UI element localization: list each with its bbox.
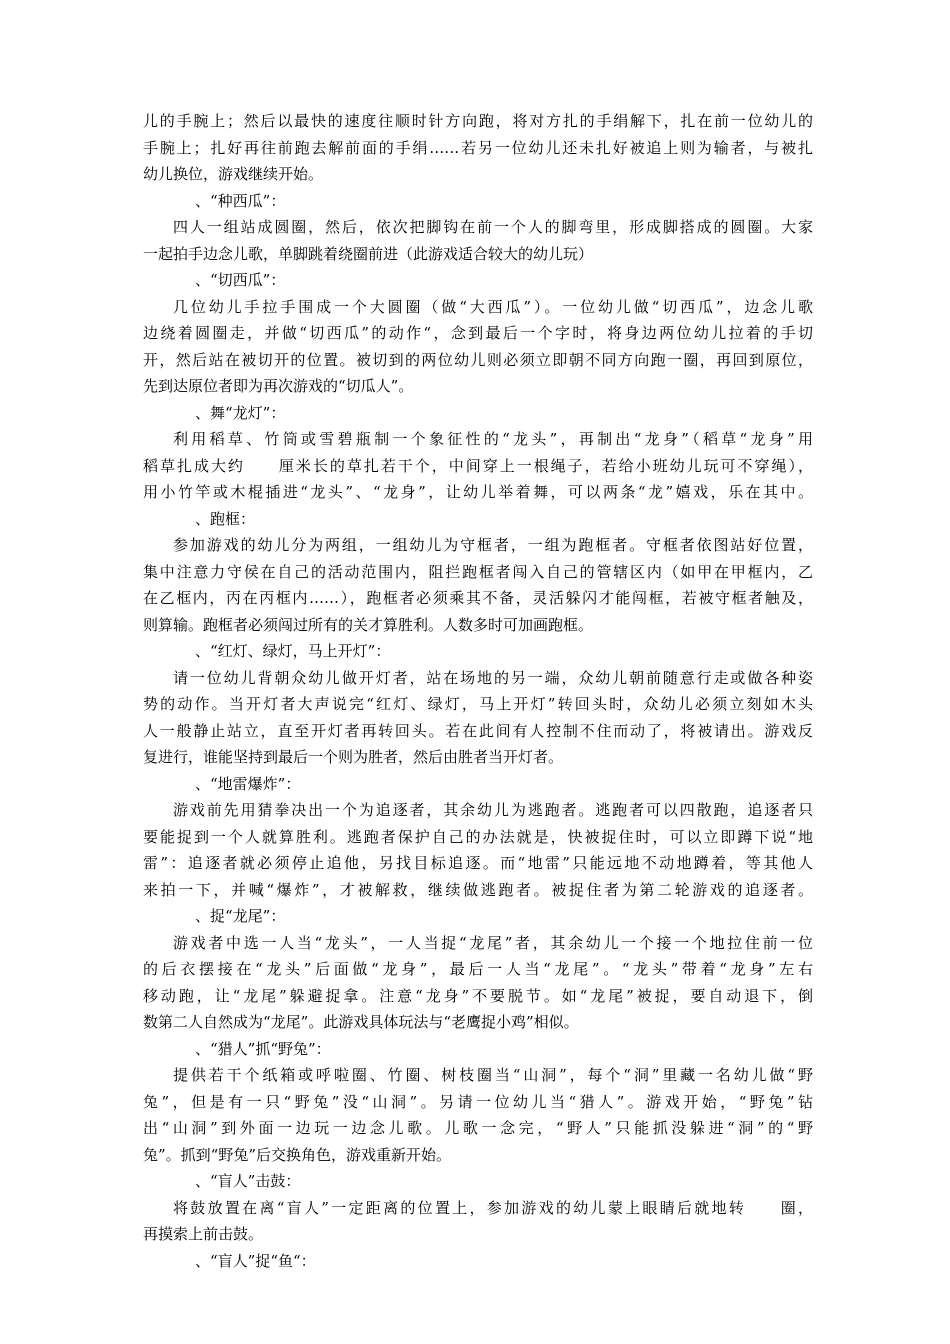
paragraph-line: 势的动作。当开灯者大声说完“红灯、绿灯，马上开灯”转回头时，众幼儿必须立刻如木头 [143,695,813,713]
section-heading: 、跑框： [195,509,256,528]
paragraph-last-line: 则算输。跑框者必须闯过所有的关才算胜利。人数多时可加画跑框。 [143,615,594,634]
paragraph-last-line: 再摸索上前击鼓。 [143,1225,264,1243]
paragraph-first-line: 将鼓放置在离“盲人”一定距离的位置上，参加游戏的幼儿蒙上眼睛后就地转 圈， [173,1198,813,1217]
paragraph-line: 雷”：追逐者就必须停止追他，另找目标追逐。而“地雷”只能远地不动地蹲着，等其他人 [143,854,813,872]
paragraph-line: 手腕上；扎好再往前跑去解前面的手绢……若另一位幼儿还未扎好被追上则为输者，与被扎 [143,138,813,157]
paragraph-line: 来拍一下，并喊“爆炸”，才被解救，继续做逃跑者。被捉住者为第二轮游戏的追逐者。 [143,880,813,899]
paragraph-last-line: 幼儿换位，游戏继续开始。 [143,165,324,183]
paragraph-line: 集中注意力守侯在自己的活动范围内，阻拦跑框者闯入自己的管辖区内（如甲在甲框内，乙 [143,562,813,581]
paragraph-first-line: 提供若干个纸箱或呼啦圈、竹圈、树枝圈当“山洞”，每个“洞”里藏一名幼儿做“野 [173,1066,813,1084]
section-heading: 、“猎人”抓“野兔”： [195,1039,331,1058]
paragraph-first-line: 几位幼儿手拉手围成一个大圆圈（做“大西瓜”）。一位幼儿做“切西瓜”，边念儿歌 [173,297,813,316]
section-heading: 、“切西瓜”： [195,271,286,289]
paragraph-line: 要能捉到一个人就算胜利。逃跑者保护自己的办法就是，快被捉住时，可以立即蹲下说“地 [143,827,813,846]
paragraph-line: 用小竹竿或木棍插进“龙头”、“龙身”，让幼儿举着舞，可以两条“龙”嬉戏，乐在其中。 [143,483,813,501]
paragraph-first-line: 游戏前先用猜拳决出一个为追逐者，其余幼儿为逃跑者。逃跑者可以四散跑，追逐者只 [173,801,813,819]
section-heading: 、“盲人”击鼓： [195,1172,301,1190]
paragraph-line: 人一般静止站立，直至开灯者再转回头。若在此间有人控制不住而动了，将被请出。游戏反 [143,721,813,740]
section-heading: 、“盲人”捉“鱼“： [195,1251,316,1270]
paragraph-line: 儿的手腕上；然后以最快的速度往顺时针方向跑，将对方扎的手绢解下，扎在前一位幼儿的 [143,112,813,130]
section-heading: 、“红灯、绿灯，马上开灯”： [195,642,391,660]
paragraph-line: 稻草扎成大约 厘米长的草扎若干个，中间穿上一根绳子，若给小班幼儿玩可不穿绳）， [143,456,813,475]
paragraph-line: 移动跑，让“龙尾”躲避捉拿。注意“龙身”不要脱节。如“龙尾”被捉，要自动退下，倒 [143,986,813,1005]
paragraph-last-line: 先到达原位者即为再次游戏的“切瓜人”。 [143,377,414,395]
paragraph-line: 出“山洞”到外面一边玩一边念儿歌。儿歌一念完，“野人”只能抓没躲进“洞”的“野 [143,1119,813,1137]
paragraph-first-line: 参加游戏的幼儿分为两组，一组幼儿为守框者，一组为跑框者。守框者依图站好位置， [173,536,813,554]
paragraph-last-line: 一起拍手边念儿歌，单脚跳着绕圈前进（此游戏适合较大的幼儿玩） [143,244,594,263]
section-heading: 、捉“龙尾”： [195,907,286,925]
paragraph-last-line: 数第二人自然成为“龙尾”。此游戏具体玩法与“老鹰捉小鸡”相似。 [143,1013,579,1031]
paragraph-line: 开，然后站在被切开的位置。被切到的两位幼儿则必须立即朝不同方向跑一圈，再回到原位， [143,350,813,369]
section-heading: 、舞“龙灯”： [195,403,286,422]
paragraph-line: 兔”，但是有一只“野兔”没“山洞”。另请一位幼儿当“猎人”。游戏开始，“野兔”钻 [143,1092,813,1111]
document-page [143,108,813,1274]
paragraph-last-line: 兔”。抓到“野兔”后交换角色，游戏重新开始。 [143,1145,452,1164]
paragraph-first-line: 利用稻草、竹筒或雪碧瓶制一个象征性的“龙头”，再制出“龙身”（稻草“龙身”用 [173,430,813,448]
paragraph-line: 边绕着圆圈走，并做“切西瓜”的动作“，念到最后一个字时，将身边两位幼儿拉着的手切 [143,324,813,342]
paragraph-line: 的后衣摆接在“龙头”后面做“龙身”，最后一人当“龙尾”。“龙头”带着“龙身”左右 [143,960,813,978]
paragraph-first-line: 游戏者中选一人当“龙头”，一人当捉“龙尾”者，其余幼儿一个接一个地拉住前一位 [173,933,813,952]
paragraph-line: 在乙框内，丙在丙框内……），跑框者必须乘其不备，灵活躲闪才能闯框，若被守框者触及， [143,589,813,607]
paragraph-first-line: 请一位幼儿背朝众幼儿做开灯者，站在场地的另一端，众幼儿朝前随意行走或做各种姿 [173,668,813,687]
section-heading: 、“种西瓜”： [195,191,286,210]
section-heading: 、“地雷爆炸”： [195,774,301,793]
paragraph-last-line: 复进行，谁能坚持到最后一个则为胜者，然后由胜者当开灯者。 [143,748,564,766]
paragraph-first-line: 四人一组站成圆圈，然后，依次把脚钩在前一个人的脚弯里，形成脚搭成的圆圈。大家 [173,218,813,236]
